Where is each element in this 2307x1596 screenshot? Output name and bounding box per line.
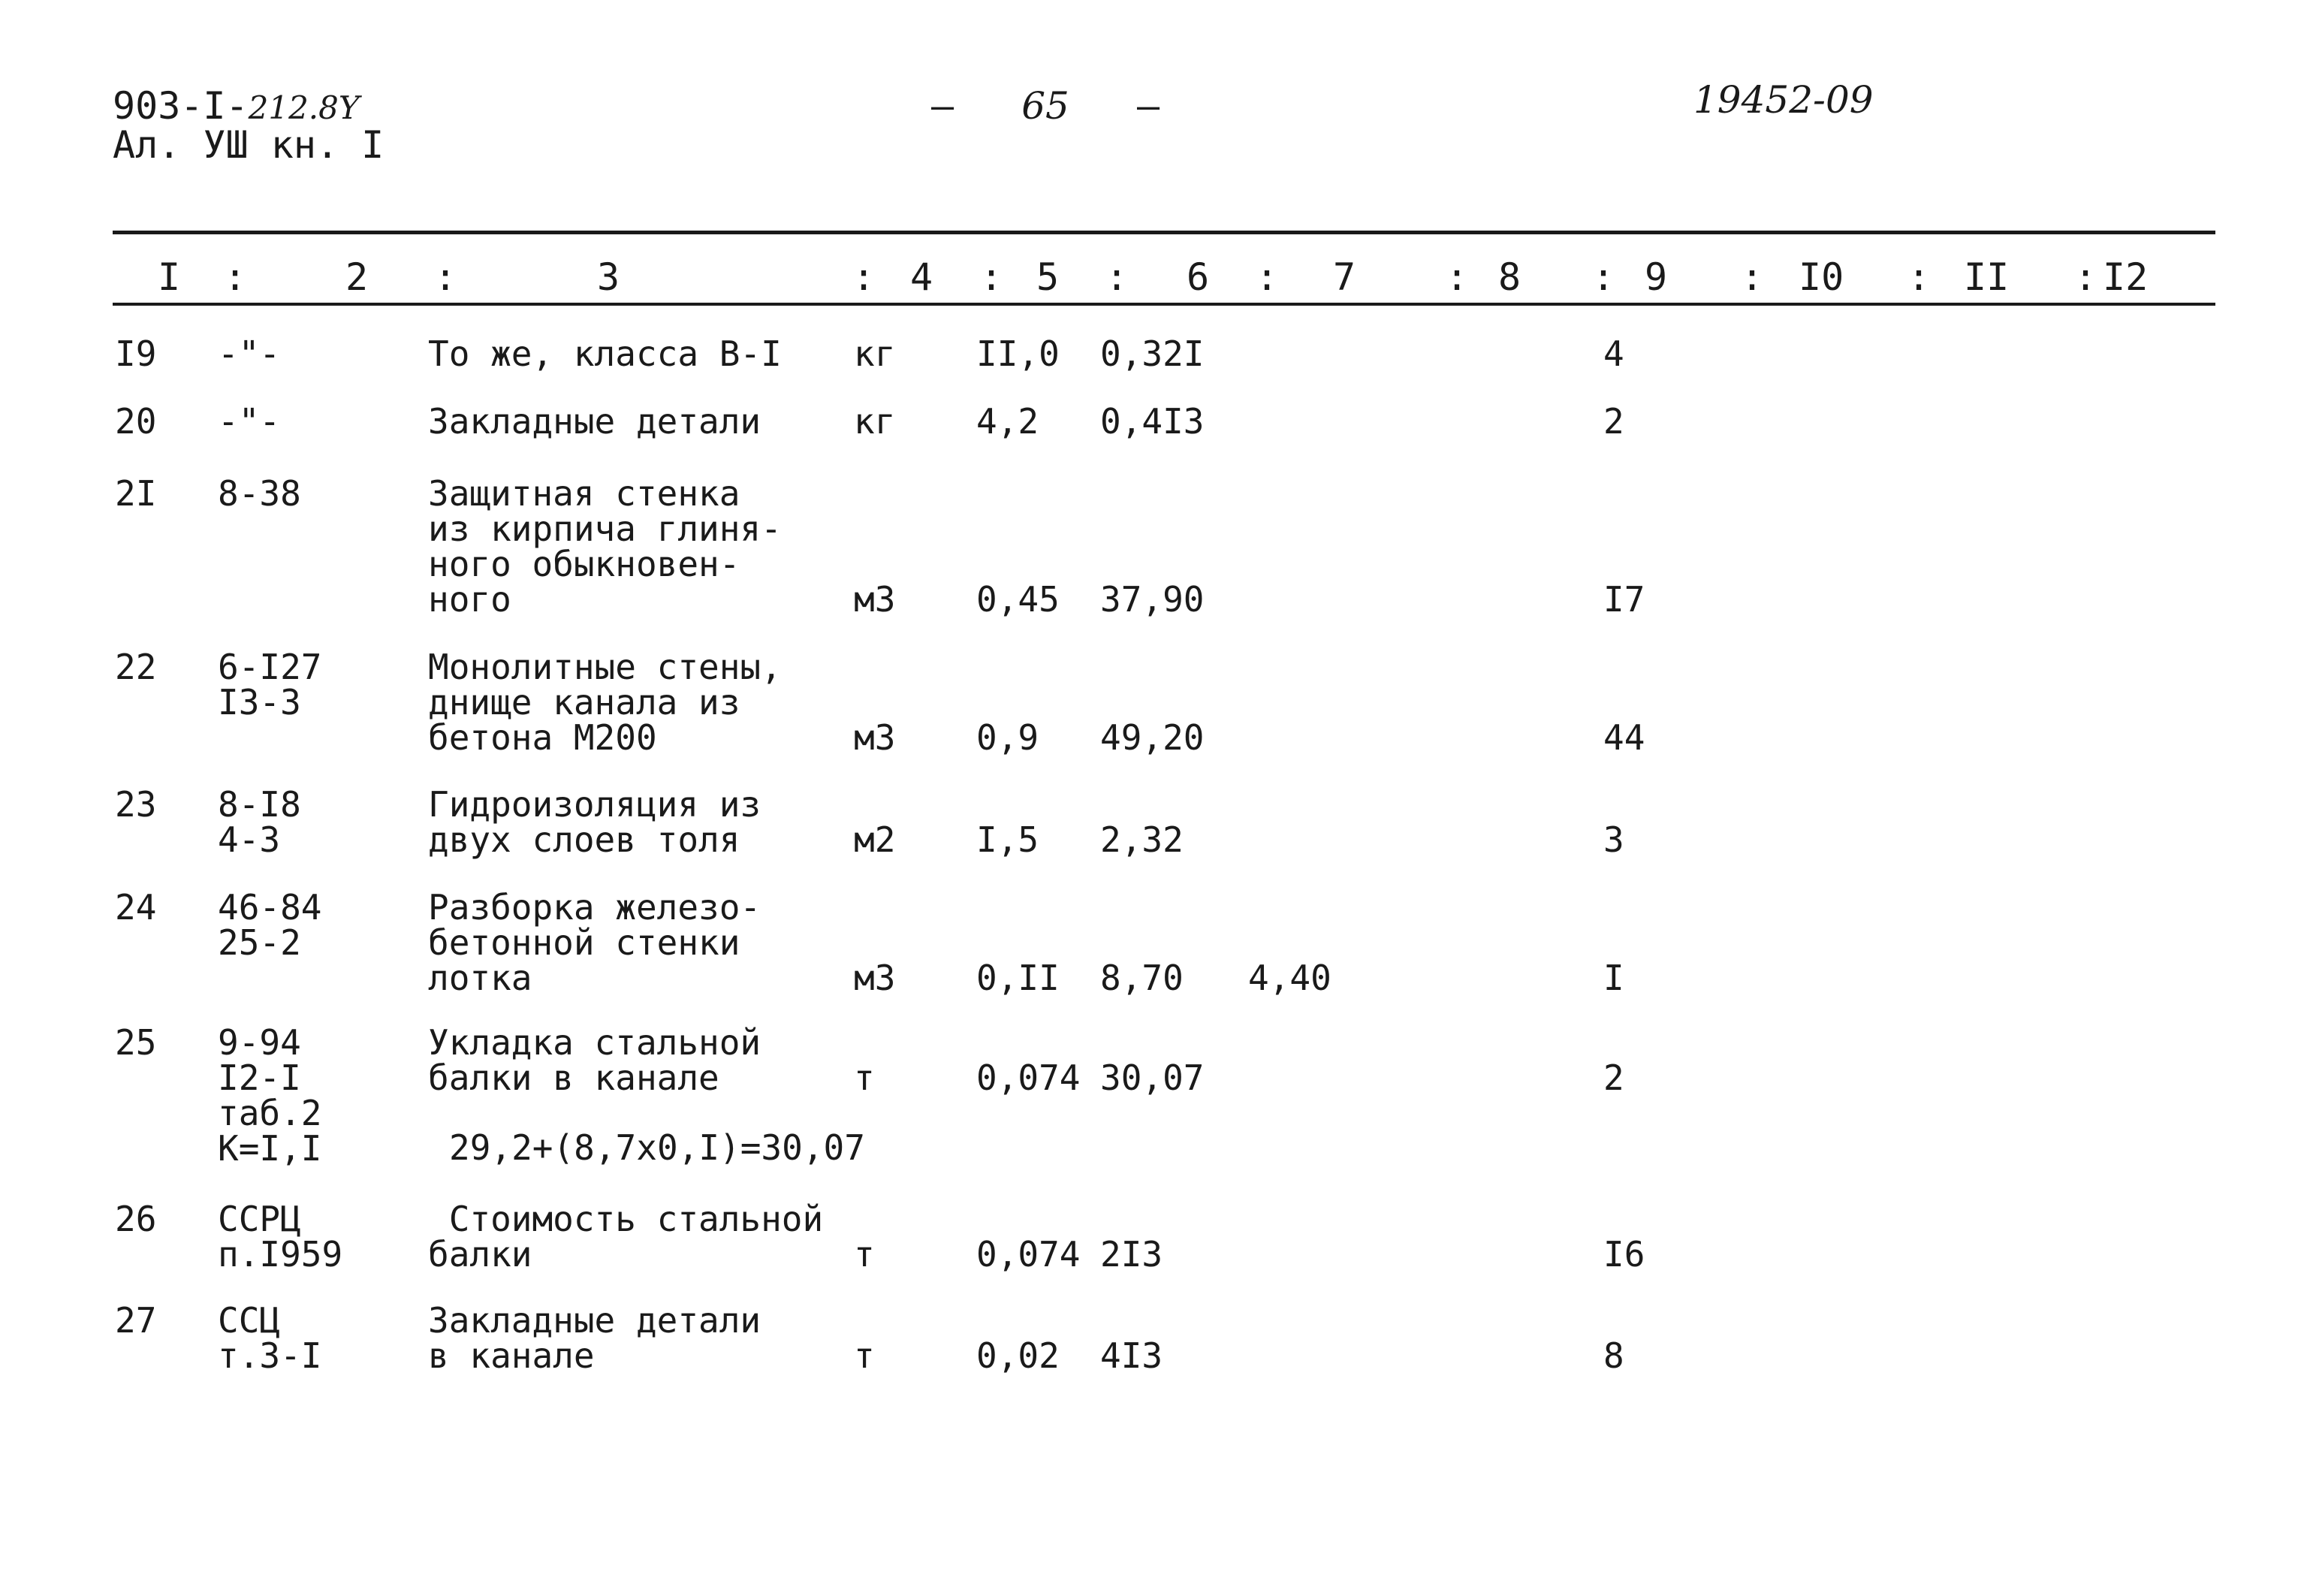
col-6-header: 6 (1187, 255, 1210, 299)
row-number: 24 (115, 887, 157, 928)
unit-price: 49,20 (1100, 717, 1205, 758)
row-number: 20 (115, 401, 157, 442)
row-number: 2I (115, 473, 157, 514)
unit: т (854, 1057, 875, 1098)
quantity: 0,074 (976, 1057, 1081, 1098)
col-sep: : (1592, 255, 1615, 299)
col-sep: : (2074, 255, 2097, 299)
col-sep: : (224, 255, 247, 299)
col-9-header: 9 (1645, 255, 1668, 299)
norm-code: 8-38 (218, 473, 301, 514)
table-header-rule (113, 303, 2215, 306)
col-2-header: 2 (345, 255, 369, 299)
col-10-header: I0 (1799, 255, 1844, 299)
quantity: 0,45 (976, 579, 1060, 620)
quantity: 0,02 (976, 1335, 1060, 1376)
quantity: 0,9 (976, 717, 1039, 758)
unit-price: 8,70 (1100, 958, 1184, 998)
norm-code: -"- (218, 333, 281, 374)
row-number: 27 (115, 1300, 157, 1341)
norm-code: ССРЦ п.I959 (218, 1199, 343, 1275)
col-sep: : (1741, 255, 1764, 299)
unit-price: 2I3 (1100, 1234, 1163, 1275)
row-number: I9 (115, 333, 157, 374)
col-9-value: 4 (1603, 333, 1624, 374)
unit-price: 37,90 (1100, 579, 1205, 620)
col-9-value: 2 (1603, 1057, 1624, 1098)
col-4-header: 4 (910, 255, 933, 299)
album-line: Ал. УШ кн. I (113, 123, 384, 167)
unit: м3 (854, 579, 896, 620)
unit-price: 4I3 (1100, 1335, 1163, 1376)
quantity: 0,II (976, 958, 1060, 998)
row-number: 23 (115, 784, 157, 825)
norm-code: 9-94 I2-I таб.2 K=I,I (218, 1022, 322, 1169)
col-5-header: 5 (1036, 255, 1060, 299)
norm-code: -"- (218, 401, 281, 442)
row-number: 26 (115, 1199, 157, 1239)
work-name: Защитная стенка из кирпича глиня- ного обыкновен- ного (428, 473, 782, 620)
col-9-value: 44 (1603, 717, 1645, 758)
unit: м2 (854, 819, 896, 860)
unit-price: 0,4I3 (1100, 401, 1205, 442)
col-11-header: II (1964, 255, 2010, 299)
col-8-header: 8 (1498, 255, 1521, 299)
work-name: Гидроизоляция из двух слоев толя (428, 784, 761, 860)
page-dash-right: – (1136, 84, 1160, 128)
col-9-value: I7 (1603, 579, 1645, 620)
unit: т (854, 1335, 875, 1376)
col-9-value: 2 (1603, 401, 1624, 442)
work-name: Закладные детали в канале (428, 1300, 761, 1376)
col-9-value: 8 (1603, 1335, 1624, 1376)
row-number: 22 (115, 647, 157, 687)
col-9-value: 3 (1603, 819, 1624, 860)
work-name: Стоимость стальной балки (428, 1199, 824, 1275)
row-number: 25 (115, 1022, 157, 1063)
doc-code-printed: 903-I- (113, 84, 249, 128)
quantity: II,0 (976, 333, 1060, 374)
quantity: I,5 (976, 819, 1039, 860)
page-dash-left: – (931, 84, 954, 128)
doc-code-handwritten: 212.8Y (248, 89, 360, 126)
unit: кг (854, 401, 896, 442)
col-sep: : (1907, 255, 1931, 299)
col-12-header: I2 (2103, 255, 2149, 299)
unit-price: 0,32I (1100, 333, 1205, 374)
norm-code: 6-I27 I3-3 (218, 647, 322, 723)
table-top-rule (113, 231, 2215, 234)
work-name: То же, класса B-I (428, 333, 782, 374)
col-3-header: 3 (597, 255, 620, 299)
unit: кг (854, 333, 896, 374)
unit-price: 30,07 (1100, 1057, 1205, 1098)
col-sep: : (1105, 255, 1129, 299)
norm-code: ССЦ т.3-I (218, 1300, 322, 1376)
col-9-value: I6 (1603, 1234, 1645, 1275)
unit: м3 (854, 958, 896, 998)
col-sep: : (1256, 255, 1279, 299)
norm-code: 8-I8 4-3 (218, 784, 301, 860)
page-number: 65 (1021, 84, 1069, 128)
quantity: 0,074 (976, 1234, 1081, 1275)
col-7-value: 4,40 (1248, 958, 1331, 998)
page-number-line (931, 84, 1160, 128)
work-name: Разборка железо- бетонной стенки лотка (428, 887, 761, 998)
work-name: Укладка стальной балки в канале (428, 1022, 761, 1098)
work-name: Закладные детали (428, 401, 761, 442)
unit: м3 (854, 717, 896, 758)
col-sep: : (852, 255, 876, 299)
archive-number: 19452-09 (1693, 78, 1874, 122)
unit-price: 2,32 (1100, 819, 1184, 860)
quantity: 4,2 (976, 401, 1039, 442)
col-sep: : (980, 255, 1003, 299)
price-formula: 29,2+(8,7x0,I)=30,07 (449, 1127, 865, 1168)
work-name: Монолитные стены, днище канала из бетона M200 (428, 647, 782, 758)
col-9-value: I (1603, 958, 1624, 998)
norm-code: 46-84 25-2 (218, 887, 322, 963)
col-1-header: I (158, 255, 181, 299)
unit: т (854, 1234, 875, 1275)
col-sep: : (1446, 255, 1469, 299)
col-sep: : (434, 255, 457, 299)
col-7-header: 7 (1333, 255, 1356, 299)
